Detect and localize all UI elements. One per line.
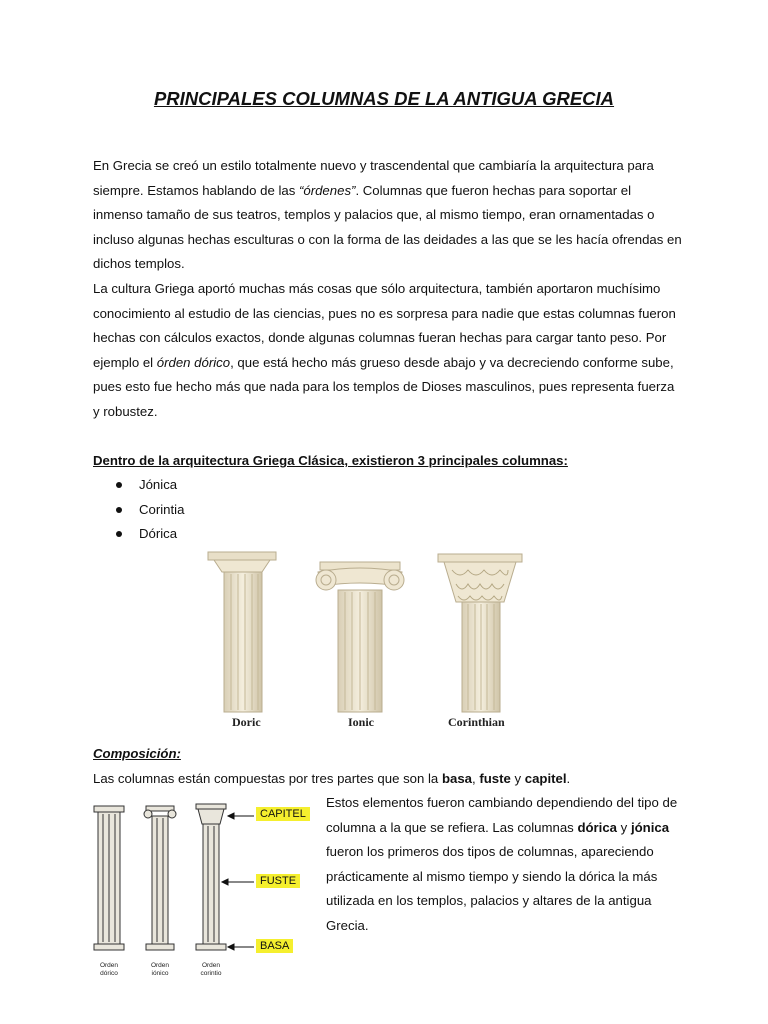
arrow-capitel [228, 813, 254, 819]
text-span: y [617, 819, 631, 835]
caption-orden-corintio [193, 962, 229, 978]
composition-intro [93, 767, 570, 792]
caption-orden-ionico [142, 962, 178, 978]
columns-heading: Dentro de la arquitectura Griega Clásica, existieron 3 principales columnas: [93, 453, 568, 468]
caption-line: Orden [150, 962, 170, 969]
ionic-order-column [144, 806, 176, 950]
caption-line: iónico [151, 970, 169, 977]
tag-capitel: CAPITEL [256, 807, 310, 821]
arrow-basa [228, 944, 254, 950]
tag-basa: BASA [256, 939, 293, 953]
caption-orden-dorico [91, 962, 127, 978]
caption-doric: Doric [232, 715, 261, 729]
doric-column [208, 552, 276, 712]
bold-jonica: jónica [630, 819, 670, 835]
page-title: PRINCIPALES COLUMNAS DE LA ANTIGUA GRECIA [153, 88, 615, 109]
emphasis-orden-dorico: órden dórico [156, 354, 231, 370]
intro-paragraph-1 [93, 154, 683, 277]
arrow-fuste [222, 879, 254, 885]
composition-description [326, 791, 686, 938]
list-item: Jónica [93, 473, 184, 498]
composition-title: Composición: [93, 746, 181, 761]
bold-fuste: fuste [479, 771, 511, 786]
bold-basa: basa [441, 771, 472, 786]
columns-list [93, 473, 184, 547]
corinthian-column [438, 554, 522, 712]
emphasis-ordenes: “órdenes” [298, 182, 356, 198]
column-orders-figure [200, 550, 540, 735]
caption-line: dórico [100, 970, 118, 977]
ionic-column [316, 562, 404, 712]
corinthian-order-column [196, 804, 226, 950]
text-span: fueron los primeros dos tipos de columnas, apareciendo prácticamente al mismo tiempo y siendo la dórica la más utilizada en los templos, palacios y altares de la antigua Grecia. [326, 844, 658, 933]
text-span: y [510, 771, 525, 786]
caption-line: Orden [201, 962, 221, 969]
bold-dorica: dórica [577, 819, 618, 835]
list-item: Dórica [93, 522, 184, 547]
column-parts-figure [88, 800, 318, 980]
text-span: , que está hecho más grueso desde abajo y va decreciendo conforme sube, pues esto fue hecho más que nada para los templos de Dioses masculinos, pues representa fuerza y robustez. [93, 354, 675, 419]
bold-capitel: capitel [524, 771, 567, 786]
caption-ionic: Ionic [348, 715, 375, 729]
text-span: Las columnas están compuestas por tres partes que son la [93, 771, 442, 786]
text-span: La cultura Griega aportó muchas más cosas que sólo arquitectura, también aportaron muchísimo conocimiento al estudio de las ciencias, pues no es sorpresa para nadie que estas columnas fueron hechas con cálculos exactos, donde algunas columnas fueran hechas para cargar tanto peso. Por ejemplo el [93, 281, 676, 370]
list-item: Corintia [93, 498, 184, 523]
tag-fuste: FUSTE [256, 874, 300, 888]
text-span: , [472, 771, 480, 786]
caption-corinthian: Corinthian [448, 715, 505, 729]
caption-line: Orden [99, 962, 119, 969]
text-span: . [566, 771, 571, 786]
column-orders-illustration [200, 550, 540, 720]
text-span: En Grecia se creó un estilo totalmente nuevo y trascendental que cambiaría la arquitectura para siempre. Estamos hablando de las [93, 158, 654, 198]
text-span: . Columnas que fueron hechas para soportar el inmenso tamaño de sus teatros, templos y palacios que, al mismo tiempo, eran ornamentadas o incluso algunas hechas esculturas o con la forma de las deidades a las que se les hacía ofrendas en dichos templos. [93, 182, 682, 271]
text-span: Estos elementos fueron cambiando dependiendo del tipo de columna a la que se refiera. Las columnas [326, 795, 678, 835]
intro-paragraph-2 [93, 277, 683, 424]
doric-order-column [94, 806, 124, 950]
caption-line: corintio [200, 970, 222, 977]
